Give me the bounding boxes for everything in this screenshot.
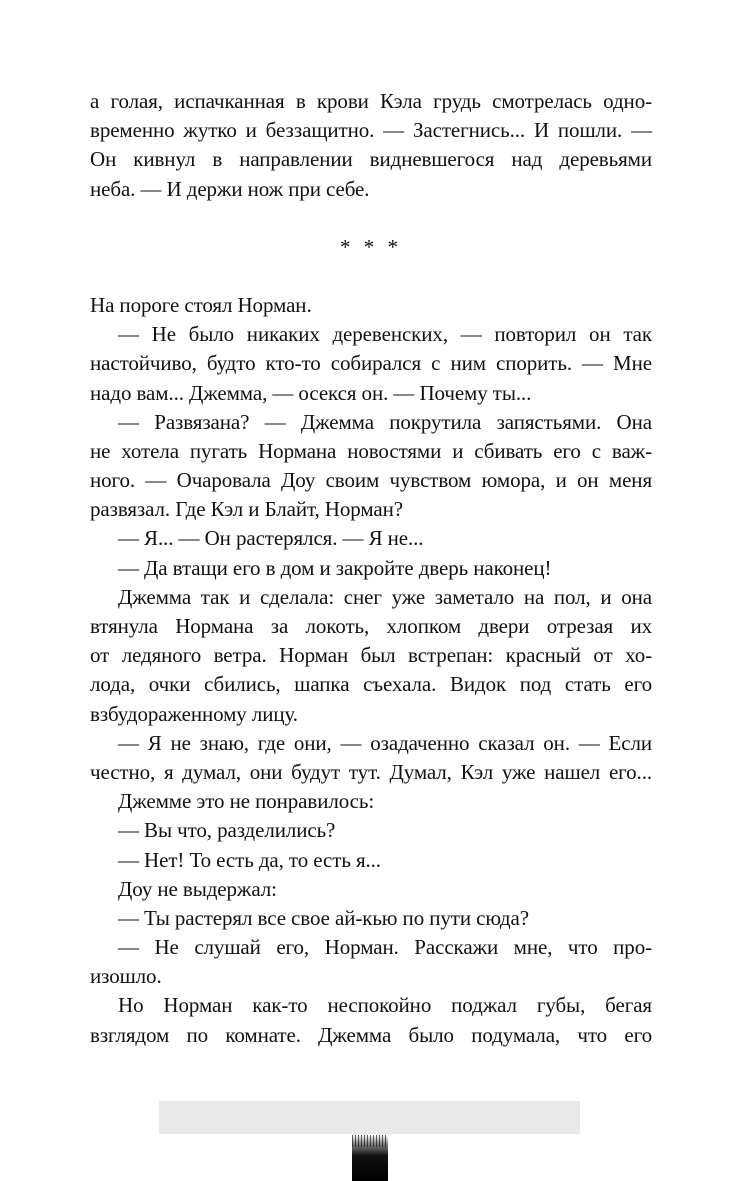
text-line: Джемме это не понравилось: [118, 789, 375, 814]
book-page-text [90, 87, 652, 1050]
text-line: ного. — Очаровала Доу своим чувством юмора, и он меня [90, 468, 652, 493]
text-line: временно жутко и беззащитно. — Застегнись... И пошли. — [90, 118, 652, 143]
text-line: — Я... — Он растерялся. — Я не... [118, 526, 424, 551]
text-line: На пороге стоял Норман. [90, 292, 312, 317]
text-line: а голая, испачканная в крови Кэла грудь смотрелась одно- [90, 89, 652, 113]
text-line: не хотела пугать Нормана новостями и сбивать его с важ- [90, 438, 652, 463]
text-line: — Нет! То есть да, то есть я... [118, 847, 381, 872]
text-line: Доу не выдержал: [118, 876, 277, 901]
text-line: изошло. [90, 964, 162, 989]
text-line: — Развязана? — Джемма покрутила запястьями. Она [118, 409, 652, 434]
text-line: Но Норман как-то неспокойно поджал губы, бегая [118, 993, 652, 1018]
text-line: Он кивнул в направлении видневшегося над деревьями [90, 147, 652, 172]
text-line: — Не было никаких деревенских, — повторил он так [118, 322, 652, 347]
text-line: взглядом по комнате. Джемма было подумала, что его [90, 1022, 652, 1047]
text-line: — Да втащи его в дом и закройте дверь наконец! [118, 555, 552, 580]
thumb-index-mark [352, 1135, 388, 1181]
text-line: от ледяного ветра. Норман был встрепан: красный от хо- [90, 643, 652, 668]
text-line: — Вы что, разделились? [118, 818, 336, 843]
footer-gray-band [159, 1101, 580, 1134]
text-line: Джемма так и сделала: снег уже заметало на пол, и она [118, 584, 652, 609]
text-line: — Ты растерял все свое ай-кью по пути сюда? [118, 905, 529, 930]
text-line: взбудораженному лицу. [90, 701, 298, 726]
text-line: — Я не знаю, где они, — озадаченно сказал он. — Если [118, 730, 652, 755]
text-line: надо вам... Джемма, — осекся он. — Почему ты... [90, 380, 532, 405]
scene-break: * * * [340, 234, 402, 259]
text-line: — Не слушай его, Норман. Расскажи мне, что про- [118, 935, 652, 960]
text-line: лода, очки сбились, шапка съехала. Видок под стать его [90, 672, 652, 697]
text-line: настойчиво, будто кто-то собирался с ним спорить. — Мне [90, 351, 652, 376]
text-line: развязал. Где Кэл и Блайт, Норман? [90, 497, 403, 522]
text-line: честно, я думал, они будут тут. Думал, Кэл уже нашел его... [90, 759, 652, 784]
text-line: втянула Нормана за локоть, хлопком двери отрезая их [90, 614, 652, 638]
text-line: неба. — И держи нож при себе. [90, 176, 370, 201]
